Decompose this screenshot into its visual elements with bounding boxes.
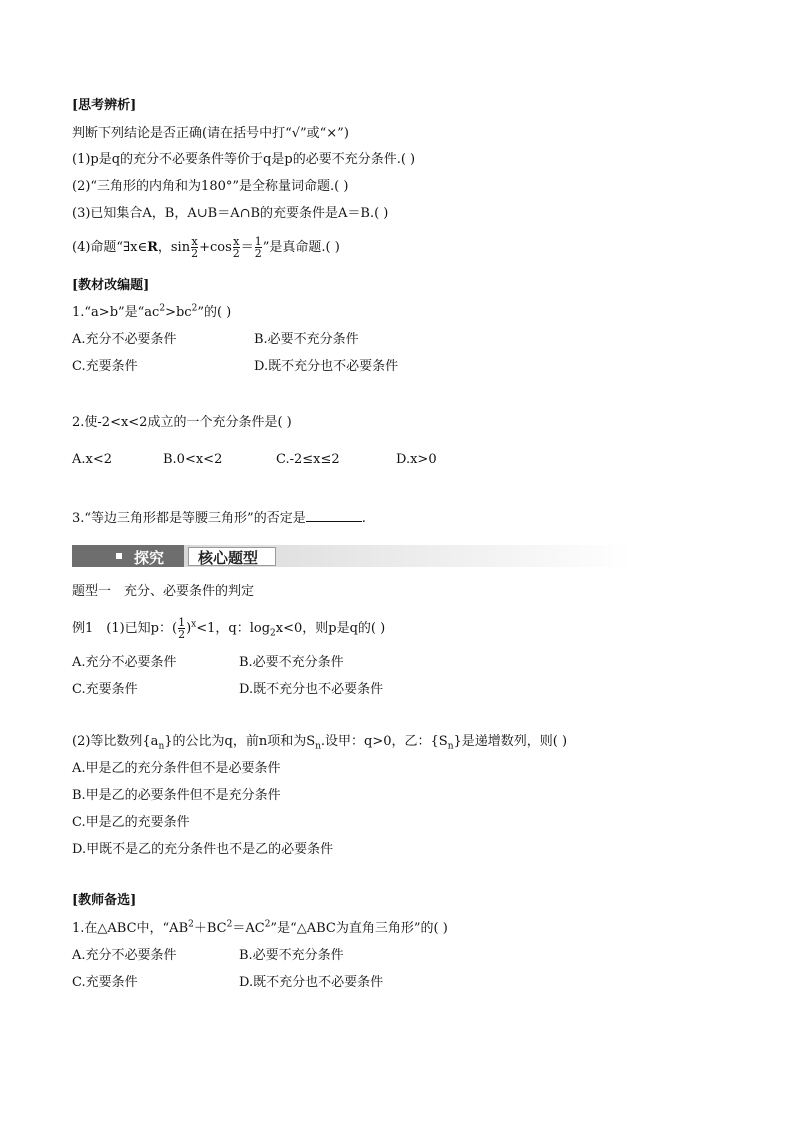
banner-label-core: 核心题型: [198, 549, 259, 567]
example1-1-option-b[interactable]: B.必要不充分条件: [239, 655, 344, 670]
example1-2-option-c[interactable]: C.甲是乙的充要条件: [72, 815, 190, 830]
textbook-q1-option-b[interactable]: B.必要不充分条件: [254, 332, 359, 347]
banner-dark-block: [72, 545, 184, 567]
teacher-q1-stem: 1.在△ABC中，“$AB^2+BC^2=AC^2$”是“△ABC为直角三角形”的( ): [72, 919, 448, 936]
textbook-q2-option-a[interactable]: A.x<2: [72, 452, 113, 467]
textbook-q2-option-b[interactable]: B.0<x<2: [163, 452, 223, 467]
section-heading-thinking: [思考辨析]: [72, 98, 137, 113]
textbook-q3-stem: 3.“等边三角形都是等腰三角形”的否定是 .: [72, 511, 366, 526]
example1-2-option-b[interactable]: B.甲是乙的必要条件但不是充分条件: [72, 788, 281, 803]
thinking-item-3: (3)已知集合A，B，A∪B＝A∩B的充要条件是A＝B.( ): [72, 206, 389, 221]
textbook-q1-stem: 1.“a>b”是“$ac^2>bc^2$”的( ): [72, 303, 232, 320]
thinking-item-2: (2)“三角形的内角和为180°”是全称量词命题.( ): [72, 179, 349, 194]
textbook-q1-option-c[interactable]: C.充要条件: [72, 359, 138, 374]
teacher-q1-option-c[interactable]: C.充要条件: [72, 975, 138, 990]
section-heading-textbook: [教材改编题]: [72, 278, 150, 293]
example1-1-stem: 例1 (1)已知p：( $\frac{1}{2}$ )$^x$<1，q：$\log_2x<0$，则p是q的( ): [72, 616, 386, 641]
answer-blank[interactable]: [306, 509, 362, 522]
teacher-q1-option-d[interactable]: D.既不充分也不必要条件: [239, 975, 384, 990]
teacher-q1-option-b[interactable]: B.必要不充分条件: [239, 948, 344, 963]
example1-1-option-a[interactable]: A.充分不必要条件: [72, 655, 177, 670]
textbook-q2-stem: 2.使-2<x<2成立的一个充分条件是( ): [72, 415, 292, 430]
textbook-q2-option-d[interactable]: D.x>0: [396, 452, 437, 467]
banner-label-explore: 探究: [134, 549, 165, 567]
example1-1-option-c[interactable]: C.充要条件: [72, 682, 138, 697]
fraction-x-over-2: $\frac{x}{2}$: [191, 235, 199, 260]
section-banner: [72, 545, 632, 567]
textbook-q1-option-d[interactable]: D.既不充分也不必要条件: [254, 359, 399, 374]
thinking-item-1: (1)p是q的充分不必要条件等价于q是p的必要不充分条件.( ): [72, 152, 416, 167]
type1-title: 题型一 充分、必要条件的判定: [72, 584, 255, 599]
teacher-q1-option-a[interactable]: A.充分不必要条件: [72, 948, 177, 963]
textbook-q2-option-c[interactable]: C.-2≤x≤2: [276, 452, 340, 467]
fraction-one-half-b: $\frac{1}{2}$: [178, 616, 186, 641]
fraction-one-half: $\frac{1}{2}$: [254, 235, 262, 260]
section-heading-teacher: [教师备选]: [72, 893, 137, 908]
thinking-intro: 判断下列结论是否正确(请在括号中打“√”或“×”): [72, 126, 349, 141]
example1-2-stem: (2)等比数列$\{a_n\}$的公比为q，前n项和为$S_n$.设甲：q>0，乙：$\{S_n\}$是递增数列，则( ): [72, 734, 568, 752]
example1-2-option-a[interactable]: A.甲是乙的充分条件但不是必要条件: [72, 761, 281, 776]
example1-2-option-d[interactable]: D.甲既不是乙的充分条件也不是乙的必要条件: [72, 842, 334, 857]
fraction-x-over-2-b: $\frac{x}{2}$: [232, 235, 240, 260]
textbook-q1-option-a[interactable]: A.充分不必要条件: [72, 332, 177, 347]
square-bullet-icon: [116, 553, 122, 559]
example1-1-option-d[interactable]: D.既不充分也不必要条件: [239, 682, 384, 697]
thinking-item-4: (4)命题“∃x∈R，sin $\frac{x}{2}$ +cos $\frac{x}{2}$ ＝ $\frac{1}{2}$ ”是真命题.( ): [72, 235, 340, 260]
